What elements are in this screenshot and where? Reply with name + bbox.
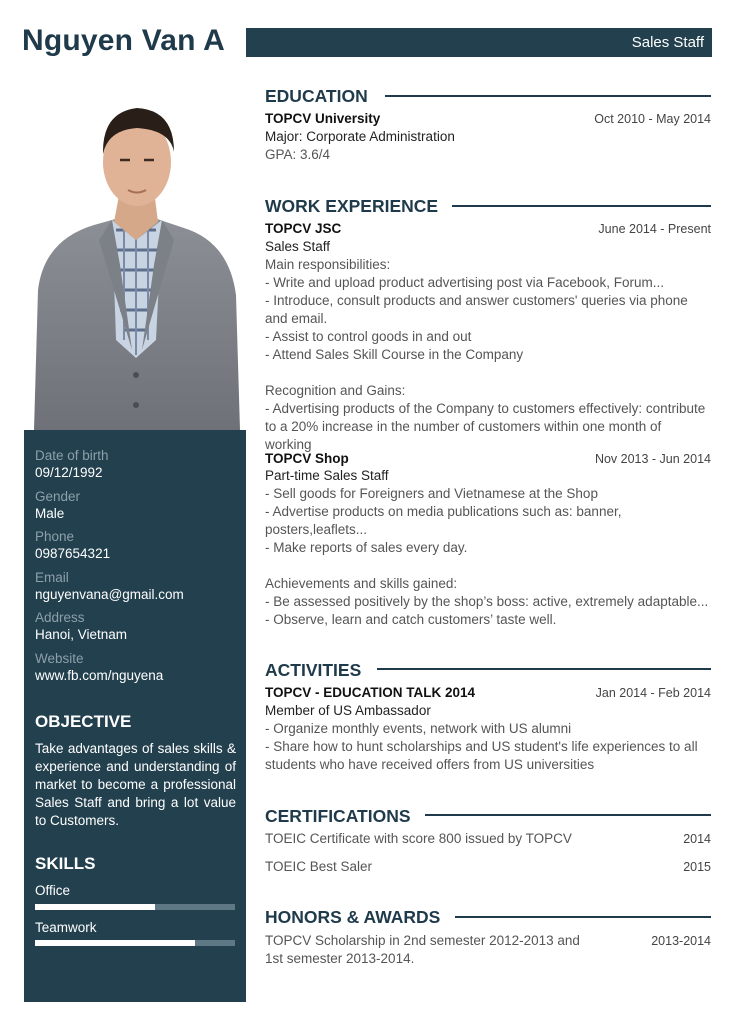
job1-details [265,256,711,454]
skill-office-bar [35,904,235,910]
honors-years: 2013-2014 [651,934,711,948]
cert1-year: 2014 [683,832,711,846]
job1-line: - Introduce, consult products and answer customers' queries via phone and email. [265,293,688,326]
skill-teamwork-label: Teamwork [35,920,97,935]
website-value: www.fb.com/nguyena [35,667,164,683]
job1-role: Sales Staff [265,239,331,254]
job1-line: - Advertising products of the Company to customers effectively: contribute to a 20% increase in the number of customers within one month of working [265,401,706,452]
activities-heading: ACTIVITIES [265,660,362,680]
job2-line: - Be assessed positively by the shop’s boss: active, extremely adaptable... [265,594,709,609]
skill-teamwork-fill [35,940,195,946]
job1-dates: June 2014 - Present [598,222,711,236]
activity-dates: Jan 2014 - Feb 2014 [595,686,711,700]
cert2-year: 2015 [683,860,711,874]
job1-line: - Attend Sales Skill Course in the Company [265,347,524,362]
job1-line: Main responsibilities: [265,257,391,272]
job2-line: - Observe, learn and catch customers’ taste well. [265,612,557,627]
certifications-heading: CERTIFICATIONS [265,806,411,826]
address-value: Hanoi, Vietnam [35,627,128,642]
education-school: TOPCV University [265,111,381,126]
education-heading: EDUCATION [265,86,368,106]
skill-office-fill [35,904,155,910]
honors-text: TOPCV Scholarship in 2nd semester 2012-2013 and 1st semester 2013-2014. [265,933,580,966]
certifications-divider [425,814,711,816]
job2-role: Part-time Sales Staff [265,468,389,483]
dob-value: 09/12/1992 [35,465,103,480]
activity-details [265,720,711,774]
skill-teamwork-bar [35,940,235,946]
education-dates: Oct 2010 - May 2014 [594,112,711,126]
activity-line: - Organize monthly events, network with US alumni [265,721,572,736]
gender-label: Gender [35,488,81,504]
job1-line: Recognition and Gains: [265,383,406,398]
skill-office-label: Office [35,883,71,898]
email-label: Email [35,569,69,585]
position-banner [246,28,712,57]
phone-value: 0987654321 [35,546,111,561]
personal-info [35,448,235,691]
activity-role: Member of US Ambassador [265,703,431,718]
address-label: Address [35,610,85,625]
portrait-illustration [24,90,246,430]
honors-heading: HONORS & AWARDS [265,907,441,927]
work-heading: WORK EXPERIENCE [265,196,439,216]
job2-company: TOPCV Shop [265,451,349,466]
job1-line: - Write and upload product advertising post via Facebook, Forum... [265,275,664,290]
position-title: Sales Staff [631,34,704,51]
job2-spacer [265,557,711,575]
job1-company: TOPCV JSC [265,221,342,236]
skills-heading: SKILLS [35,854,96,873]
email-value: nguyenvana@gmail.com [35,586,184,602]
job2-line: - Sell goods for Foreigners and Vietnamese at the Shop [265,486,598,501]
job2-line: Achievements and skills gained: [265,576,458,591]
website-label: Website [35,650,84,666]
honors-divider [455,916,711,918]
activity-line: - Share how to hunt scholarships and US student's life experiences to all students who have received offers from US universities [265,739,698,772]
job2-dates: Nov 2013 - Jun 2014 [594,452,711,466]
cert1-name: TOEIC Certificate with score 800 issued by TOPCV [265,831,572,846]
objective-heading: OBJECTIVE [35,712,132,731]
gender-value: Male [35,505,65,521]
job1-line: - Assist to control goods in and out [265,329,472,344]
candidate-name: Nguyen Van A [22,24,225,57]
phone-label: Phone [35,529,75,544]
activity-title: TOPCV - EDUCATION TALK 2014 [265,685,476,700]
job1-spacer [265,364,711,382]
sidebar-panel [24,430,246,1002]
job2-line: - Advertise products on media publications such as: banner, posters,leaflets... [265,504,622,537]
cert2-name: TOEIC Best Saler [265,859,373,874]
activities-divider [377,668,711,670]
profile-photo [24,90,246,430]
education-major: Major: Corporate Administration [265,129,455,144]
objective-text: Take advantages of sales skills & experience and understanding of market to become a professional Sales Staff and bring a lot value to Customers. [35,741,236,828]
education-divider [385,95,711,97]
job2-details [265,485,711,629]
work-divider [452,205,711,207]
dob-label: Date of birth [35,448,109,463]
job2-line: - Make reports of sales every day. [265,540,468,555]
education-gpa: GPA: 3.6/4 [265,147,331,162]
